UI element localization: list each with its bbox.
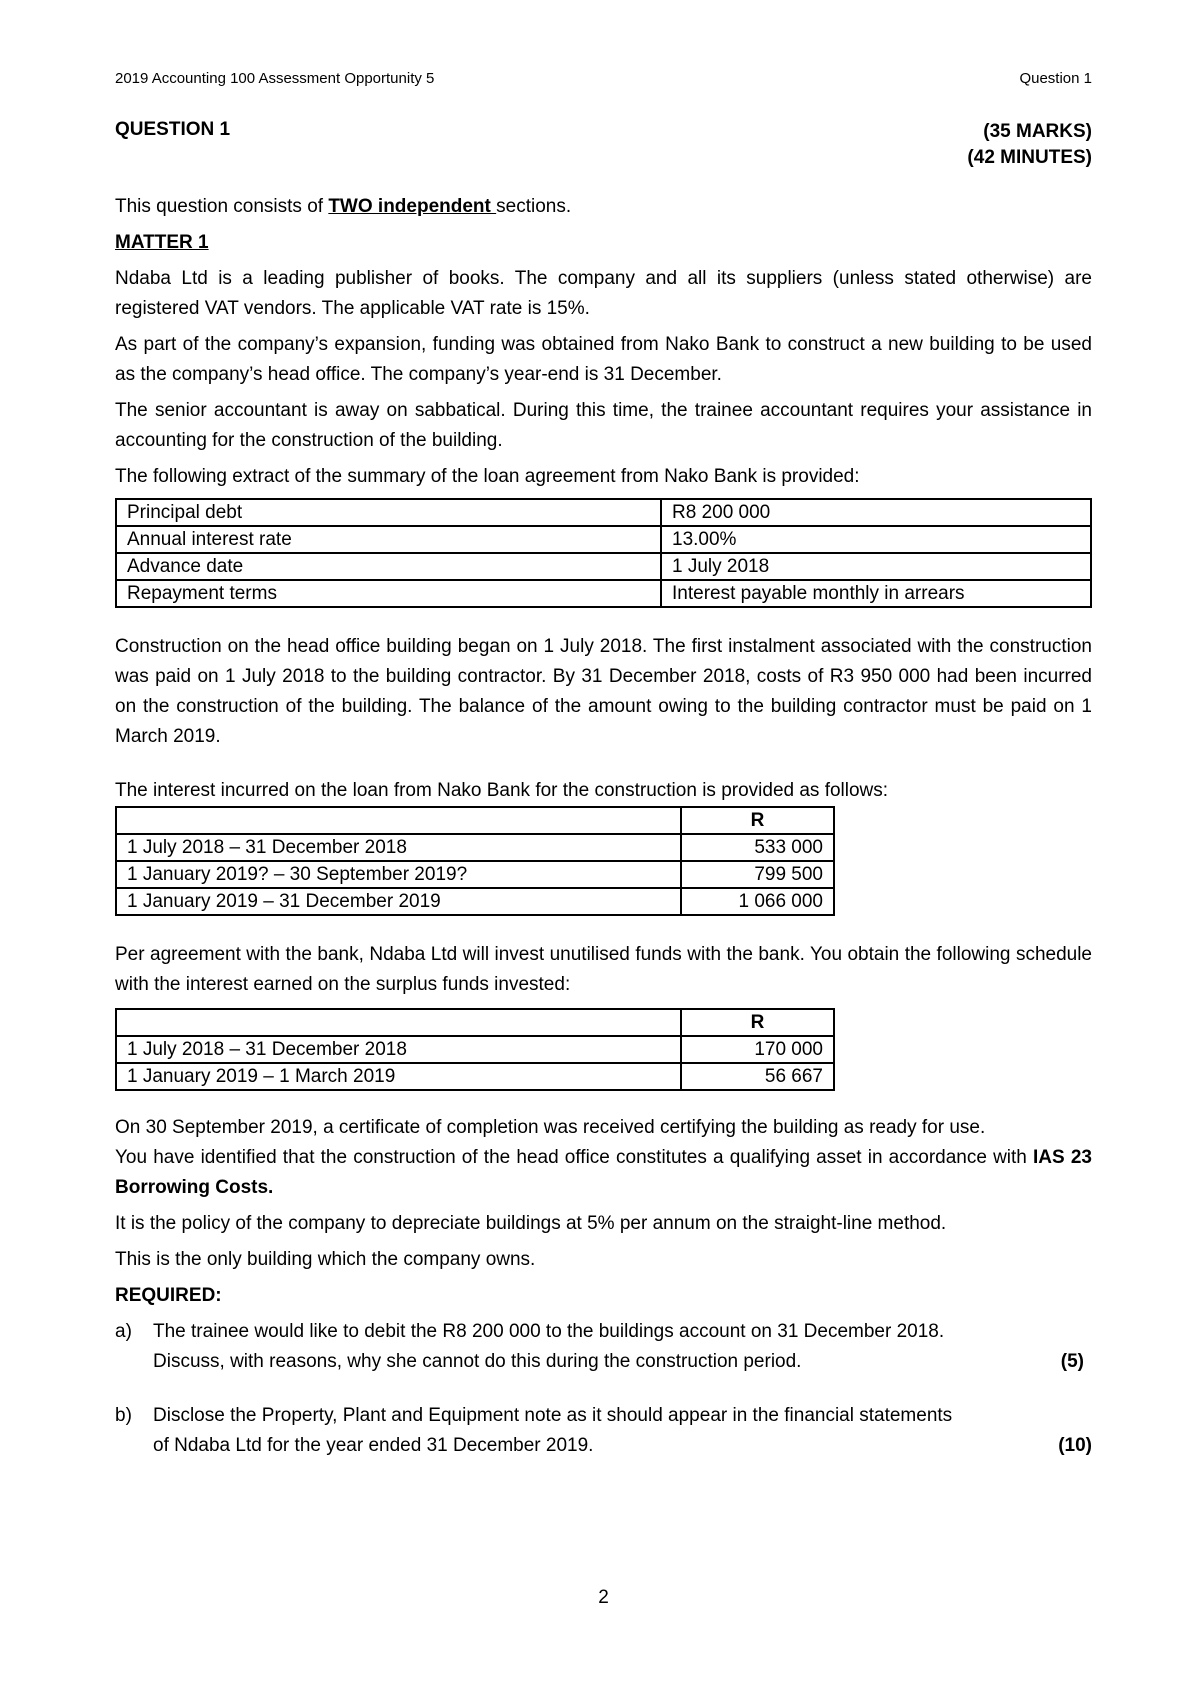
amount-cell: 1 066 000 (681, 888, 834, 915)
interest-earned-table (115, 1008, 835, 1091)
loan-value: 1 July 2018 (661, 553, 1091, 580)
table-row (116, 834, 834, 861)
amount-cell: 170 000 (681, 1036, 834, 1063)
paragraph-5: Construction on the head office building began on 1 July 2018. The first instalment associated with the construction was paid on 1 July 2018 to the building contractor. By 31 December 2018, costs of R3 950 000 had been incurred on the construction of the building. The balance of the amount owing to the building contractor must be paid on 1 March 2019. (115, 636, 1092, 747)
question-marks-block (967, 119, 1092, 171)
matter-heading: MATTER 1 (115, 232, 209, 253)
question-title: QUESTION 1 (115, 119, 231, 140)
header-left: 2019 Accounting 100 Assessment Opportunity 5 (115, 70, 435, 87)
paragraph-1: Ndaba Ltd is a leading publisher of books. The company and all its suppliers (unless stated otherwise) are registered VAT vendors. The applicable VAT rate is 15%. (115, 268, 1092, 319)
question-body (115, 192, 1092, 1461)
period-cell: 1 July 2018 – 31 December 2018 (116, 1036, 681, 1063)
item-text (153, 1401, 1092, 1461)
period-cell: 1 January 2019 – 31 December 2019 (116, 888, 681, 915)
paragraph-3: The senior accountant is away on sabbatical. During this time, the trainee accountant requires your assistance in accounting for the construction of the building. (115, 400, 1092, 451)
item-marks: (5) (1060, 1351, 1084, 1372)
intro-paragraph (115, 192, 1092, 222)
page-number: 2 (598, 1587, 609, 1608)
table-header-row (116, 1009, 834, 1036)
loan-label: Annual interest rate (116, 526, 661, 553)
item-label: b) (115, 1405, 132, 1426)
table-row (116, 553, 1091, 580)
required-heading: REQUIRED: (115, 1285, 222, 1306)
period-cell: 1 July 2018 – 31 December 2018 (116, 834, 681, 861)
p9-text: You have identified that the construction of the head office constitutes a qualifying asset in accordance with (115, 1147, 1034, 1168)
required-item-a (115, 1317, 1092, 1377)
loan-value: R8 200 000 (661, 499, 1091, 526)
intro-bold: TWO independent (328, 196, 497, 217)
paragraph-8: On 30 September 2019, a certificate of completion was received certifying the building as ready for use. (115, 1117, 986, 1138)
amount-cell: 799 500 (681, 861, 834, 888)
item-line-1: Disclose the Property, Plant and Equipment note as it should appear in the financial statements (153, 1405, 953, 1426)
question-title-row (115, 119, 1092, 168)
intro-pre: This question consists of (115, 196, 329, 217)
item-line-1: The trainee would like to debit the R8 200 000 to the buildings account on 31 December 2018. (153, 1321, 945, 1342)
question-marks: (35 MARKS) (983, 121, 1092, 142)
paragraph-6: The interest incurred on the loan from Nako Bank for the construction is provided as follows: (115, 780, 889, 801)
loan-label: Principal debt (116, 499, 661, 526)
table-row (116, 888, 834, 915)
loan-value: 13.00% (661, 526, 1091, 553)
paragraph-11: This is the only building which the company owns. (115, 1249, 536, 1270)
amount-cell: 533 000 (681, 834, 834, 861)
loan-label: Advance date (116, 553, 661, 580)
currency-header: R (681, 807, 834, 834)
item-marks: (10) (1058, 1435, 1092, 1456)
item-line-2-row (153, 1431, 1092, 1461)
paragraph-2: As part of the company’s expansion, funding was obtained from Nako Bank to construct a new building to be used as the company’s head office. The company’s year-end is 31 December. (115, 334, 1092, 385)
header-right: Question 1 (1019, 70, 1092, 87)
table-row (116, 1063, 834, 1090)
item-line-2-row (153, 1347, 1092, 1377)
item-text (153, 1317, 1092, 1377)
item-line-2: of Ndaba Ltd for the year ended 31 December 2019. (153, 1435, 594, 1456)
table-row (116, 526, 1091, 553)
paragraph-10: It is the policy of the company to depreciate buildings at 5% per annum on the straight-line method. (115, 1213, 947, 1234)
paragraph-7: Per agreement with the bank, Ndaba Ltd will invest unutilised funds with the bank. You obtain the following schedule with the interest earned on the surplus funds invested: (115, 944, 1092, 995)
interest-incurred-table (115, 806, 835, 916)
loan-label: Repayment terms (116, 580, 661, 607)
table-row (116, 1036, 834, 1063)
table-row (116, 580, 1091, 607)
blank-header (116, 807, 681, 834)
paragraph-4: The following extract of the summary of the loan agreement from Nako Bank is provided: (115, 466, 860, 487)
table-header-row (116, 807, 834, 834)
intro-post: sections. (496, 196, 572, 217)
currency-header: R (681, 1009, 834, 1036)
paragraph-9 (115, 1143, 1092, 1203)
loan-value: Interest payable monthly in arrears (661, 580, 1091, 607)
question-minutes: (42 MINUTES) (967, 147, 1092, 168)
period-cell: 1 January 2019? – 30 September 2019? (116, 861, 681, 888)
period-cell: 1 January 2019 – 1 March 2019 (116, 1063, 681, 1090)
item-label: a) (115, 1321, 132, 1342)
required-item-b (115, 1401, 1092, 1461)
table-row (116, 861, 834, 888)
blank-header (116, 1009, 681, 1036)
amount-cell: 56 667 (681, 1063, 834, 1090)
item-line-2: Discuss, with reasons, why she cannot do this during the construction period. (153, 1351, 802, 1372)
table-row (116, 499, 1091, 526)
loan-agreement-table (115, 498, 1092, 608)
p9-standard: IAS 23 Borrowing Costs. (115, 1147, 1092, 1198)
